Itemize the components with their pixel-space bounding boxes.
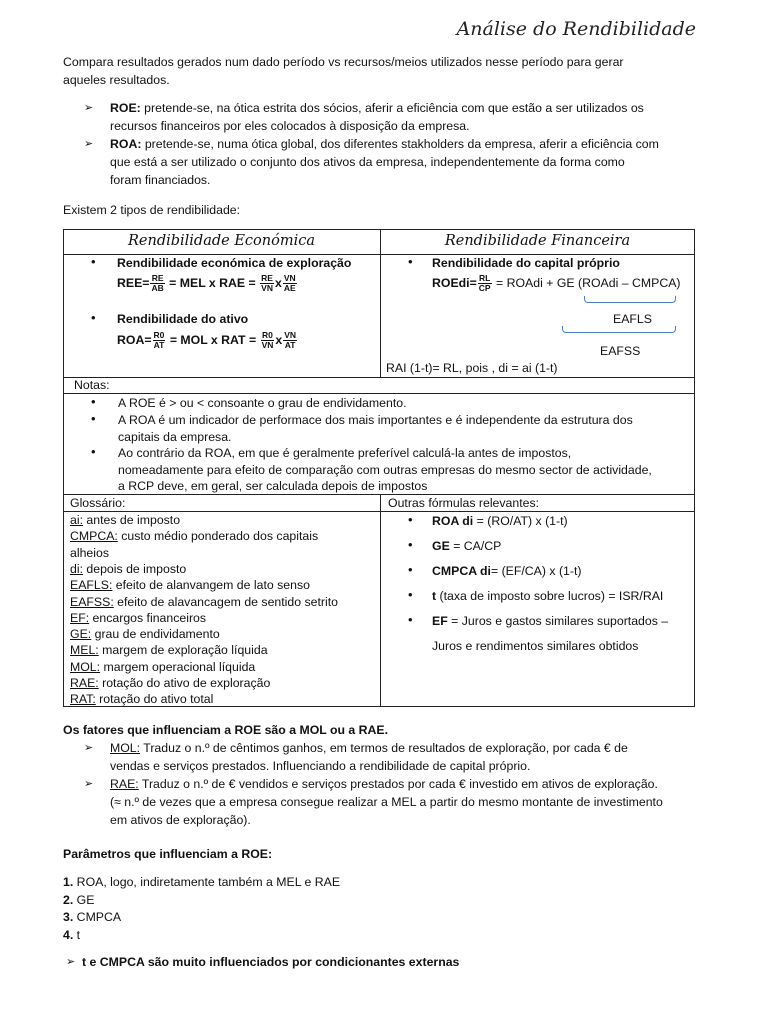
bullet-icon: • bbox=[408, 587, 413, 602]
roe-definition-line-1: ROE: pretende-se, na ótica estrita dos sócios, aferir a eficiência com que estão a ser utilizados os bbox=[110, 101, 644, 115]
col-head-financeira: Rendibilidade Financeira bbox=[444, 233, 631, 249]
glossary-item: di: depois de imposto bbox=[70, 561, 187, 576]
intro-line-2: aqueles resultados. bbox=[63, 73, 170, 87]
glossary-item: EAFSS: efeito de alavancagem de sentido setrito bbox=[70, 594, 338, 609]
col-head-economica: Rendibilidade Económica bbox=[127, 233, 315, 249]
table-divider bbox=[63, 377, 695, 378]
note-1-line-1: A ROE é > ou < consoante o grau de endividamento. bbox=[118, 396, 407, 410]
notes-heading: Notas: bbox=[74, 378, 110, 392]
bullet-icon: • bbox=[408, 612, 413, 627]
bullet-icon: • bbox=[408, 537, 413, 552]
arrow-bullet-icon: ➢ bbox=[84, 102, 94, 114]
table-divider bbox=[380, 229, 381, 377]
note-3-line-1: Ao contrário da ROA, em que é geralmente preferível calculá-la antes de impostos, bbox=[118, 446, 572, 460]
mol-definition-line-2: vendas e serviços prestados. Influenciando a rendibilidade de capital próprio. bbox=[110, 759, 531, 773]
rel-title: Rendibilidade económica de exploração bbox=[117, 256, 352, 270]
mol-definition-line-1: MOL: Traduz o n.º de cêntimos ganhos, em termos de resultados de exploração, por cada € de bbox=[110, 741, 628, 755]
rat-formula: ROA= $\frac{R0}{AT}$ = MOL x RAT = $\frac{R0}{VN}$ x $\frac{VN}{AT}$ bbox=[117, 330, 297, 350]
rae-definition-line-2: (≈ n.º de vezes que a empresa consegue realizar a MEL a partir do mesmo montante de investimento bbox=[110, 795, 663, 809]
rel-formula: REE= $\frac{RE}{AB}$ = MEL x RAE = $\frac{RE}{VN}$ x $\frac{VN}{AE}$ bbox=[117, 273, 296, 293]
rcp-formula: ROEdi= $\frac{RL}{CP}$ = ROAdi + GE (ROAdi – CMPCA) bbox=[432, 273, 681, 293]
param-item: 3. CMPCA bbox=[63, 910, 122, 924]
bullet-icon: • bbox=[91, 394, 96, 409]
param-item: 1. ROA, logo, indiretamente também a MEL e RAE bbox=[63, 875, 341, 889]
formula-item: GE = CA/CP bbox=[432, 539, 502, 553]
final-note: t e CMPCA são muito influenciados por condicionantes externas bbox=[82, 955, 460, 969]
glossary-item: MOL: margem operacional líquida bbox=[70, 659, 256, 674]
arrow-bullet-icon: ➢ bbox=[66, 956, 76, 968]
eafss-label: EAFSS bbox=[600, 344, 641, 358]
table-divider bbox=[63, 393, 695, 394]
formula-item: CMPCA di= (EF/CA) x (1-t) bbox=[432, 564, 582, 578]
bullet-icon: • bbox=[408, 562, 413, 577]
arrow-bullet-icon: ➢ bbox=[84, 778, 94, 790]
arrow-bullet-icon: ➢ bbox=[84, 138, 94, 150]
glossary-item: alheios bbox=[70, 545, 109, 560]
param-item: 2. GE bbox=[63, 892, 95, 907]
glossary-item: ai: antes de imposto bbox=[70, 513, 181, 527]
brace-eafls bbox=[584, 296, 676, 303]
brace-eafss bbox=[562, 326, 676, 333]
bullet-icon: • bbox=[91, 310, 96, 325]
roe-definition-line-2: recursos financeiros por eles colocados à disposição da empresa. bbox=[110, 119, 470, 133]
formulas-heading: Outras fórmulas relevantes: bbox=[388, 496, 540, 510]
formula-item: EF = Juros e gastos similares suportados – bbox=[432, 614, 669, 628]
roa-definition-line-1: ROA: pretende-se, numa ótica global, dos diferentes stakholders da empresa, aferir a eficiência com bbox=[110, 137, 659, 151]
formula-item: t (taxa de imposto sobre lucros) = ISR/RAI bbox=[432, 589, 664, 603]
rae-definition-line-3: em ativos de exploração). bbox=[110, 813, 251, 827]
bullet-icon: • bbox=[408, 254, 413, 269]
bullet-icon: • bbox=[91, 444, 96, 459]
note-2-line-2: capitais da empresa. bbox=[118, 430, 232, 444]
page-title: Análise do Rendibilidade bbox=[456, 18, 696, 40]
formula-item: ROA di = (RO/AT) x (1-t) bbox=[432, 514, 568, 528]
rat-title: Rendibilidade do ativo bbox=[117, 312, 249, 326]
params-heading: Parâmetros que influenciam a ROE: bbox=[63, 847, 273, 861]
rae-definition-line-1: RAE: Traduz o n.º de € vendidos e serviços prestados por cada € investido em ativos de exploração. bbox=[110, 777, 658, 791]
glossary-item: EAFLS: efeito de alanvangem de lato senso bbox=[70, 578, 310, 593]
arrow-bullet-icon: ➢ bbox=[84, 742, 94, 754]
note-3-line-3: a RCP deve, em geral, ser calculada depois de impostos bbox=[118, 479, 428, 493]
formula-continuation: Juros e rendimentos similares obtidos bbox=[432, 639, 639, 653]
rcp-title: Rendibilidade do capital próprio bbox=[432, 256, 620, 270]
glossary-item: RAT: rotação do ativo total bbox=[70, 692, 214, 707]
note-2-line-1: A ROA é um indicador de performace dos mais importantes e é independente da estrutura dos bbox=[118, 413, 633, 427]
glossary-heading: Glossário: bbox=[70, 496, 126, 510]
note-3-line-2: nomeadamente para efeito de comparação com outras empresas do mesmo sector de actividade, bbox=[118, 463, 652, 477]
rai-note: RAI (1-t)= RL, pois , di = ai (1-t) bbox=[386, 361, 558, 375]
bullet-icon: • bbox=[91, 411, 96, 426]
glossary-item: EF: encargos financeiros bbox=[70, 610, 207, 625]
roa-definition-line-2: que está a ser utilizado o conjunto dos ativos da empresa, independentemente da forma como bbox=[110, 155, 625, 169]
glossary-item: GE: grau de endividamento bbox=[70, 627, 220, 642]
param-item: 4. t bbox=[63, 927, 81, 942]
glossary-item: CMPCA: custo médio ponderado dos capitais bbox=[70, 529, 319, 544]
roa-definition-line-3: foram financiados. bbox=[110, 173, 211, 187]
bullet-icon: • bbox=[91, 254, 96, 269]
table-divider bbox=[380, 494, 381, 707]
bullet-icon: • bbox=[408, 512, 413, 527]
eafls-label: EAFLS bbox=[613, 312, 652, 326]
factors-intro: Os fatores que influenciam a ROE são a MOL ou a RAE. bbox=[63, 723, 389, 737]
glossary-item: MEL: margem de exploração líquida bbox=[70, 643, 268, 658]
types-intro: Existem 2 tipos de rendibilidade: bbox=[63, 203, 241, 217]
glossary-item: RAE: rotação do ativo de exploração bbox=[70, 676, 271, 690]
intro-line-1: Compara resultados gerados num dado período vs recursos/meios utilizados nesse período para gerar bbox=[63, 55, 624, 69]
